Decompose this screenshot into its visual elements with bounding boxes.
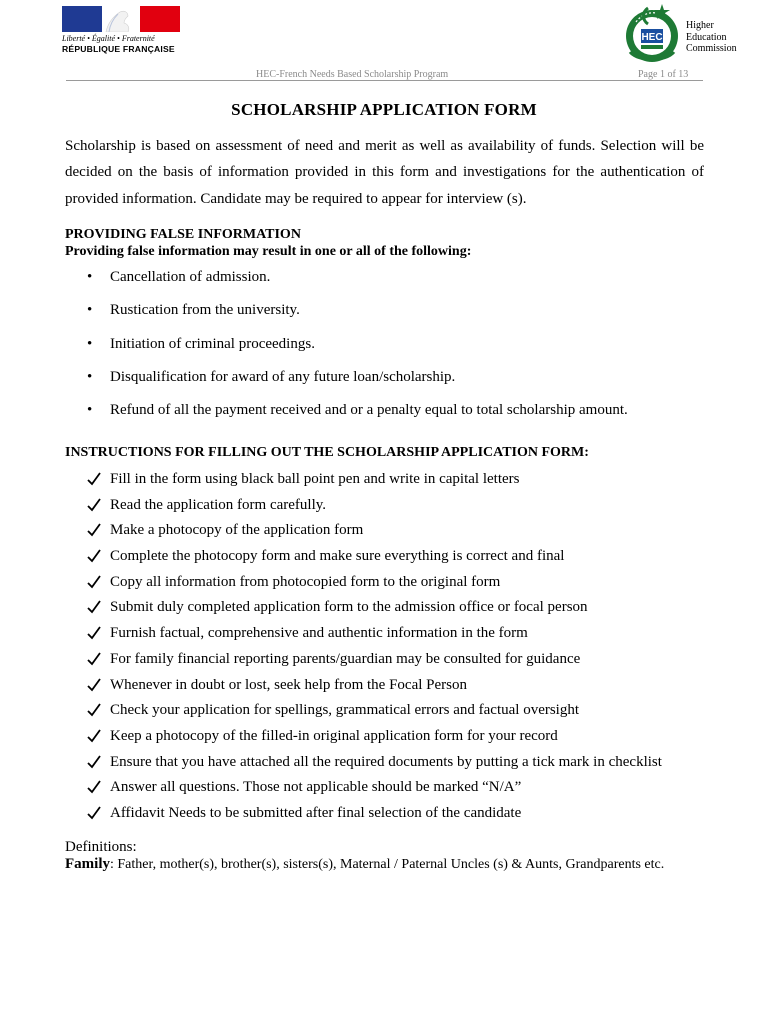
- hec-line: Education: [686, 31, 727, 43]
- false-info-subheading: Providing false information may result in one or all of the following:: [65, 244, 472, 259]
- checkmark-icon: [87, 549, 101, 563]
- list-item: Answer all questions. Those not applicable should be marked “N/A”: [110, 779, 522, 795]
- list-item: For family financial reporting parents/guardian may be consulted for guidance: [110, 651, 581, 667]
- checkmark-icon: [87, 600, 101, 614]
- hec-line: Higher: [686, 20, 714, 31]
- definitions-label: Definitions:: [65, 839, 137, 855]
- checkmark-icon: [87, 626, 101, 640]
- bullet-icon: •: [87, 369, 93, 385]
- definition-family: [65, 856, 664, 873]
- checkmark-icon: [87, 806, 101, 820]
- bullet-icon: •: [87, 302, 93, 318]
- bullet-icon: •: [87, 269, 93, 285]
- rf-name: RÉPUBLIQUE FRANÇAISE: [62, 44, 175, 54]
- list-item: Disqualification for award of any future loan/scholarship.: [110, 369, 456, 385]
- french-flag-icon: [62, 6, 180, 32]
- page-number: Page 1 of 13: [638, 69, 689, 80]
- instructions-heading: INSTRUCTIONS FOR FILLING OUT THE SCHOLARSHIP APPLICATION FORM:: [65, 445, 589, 460]
- list-item: Affidavit Needs to be submitted after final selection of the candidate: [110, 805, 522, 821]
- running-header-title: HEC-French Needs Based Scholarship Program: [256, 69, 449, 80]
- checkmark-icon: [87, 472, 101, 486]
- list-item: Complete the photocopy form and make sure everything is correct and final: [110, 548, 565, 564]
- rf-motto: Liberté • Égalité • Fraternité: [62, 34, 155, 43]
- hec-logo: [622, 2, 682, 68]
- definition-text: : Father, mother(s), brother(s), sisters(s), Maternal / Paternal Uncles (s) & Aunts, Grandparents etc.: [110, 857, 665, 872]
- bullet-icon: •: [87, 336, 93, 352]
- list-item: Read the application form carefully.: [110, 497, 327, 513]
- header-rule: [66, 80, 703, 81]
- list-item: Initiation of criminal proceedings.: [110, 336, 315, 352]
- definition-term: Family: [65, 856, 110, 872]
- list-item: Check your application for spellings, grammatical errors and factual oversight: [110, 702, 580, 718]
- list-item: Furnish factual, comprehensive and authentic information in the form: [110, 625, 528, 641]
- checkmark-icon: [87, 652, 101, 666]
- list-item: Keep a photocopy of the filled-in original application form for your record: [110, 728, 558, 744]
- list-item: Rustication from the university.: [110, 302, 300, 318]
- false-info-heading: PROVIDING FALSE INFORMATION: [65, 227, 301, 242]
- checkmark-icon: [87, 678, 101, 692]
- checkmark-icon: [87, 755, 101, 769]
- checkmark-icon: [87, 780, 101, 794]
- list-item: Cancellation of admission.: [110, 269, 271, 285]
- list-item: Copy all information from photocopied form to the original form: [110, 574, 501, 590]
- page-title: SCHOLARSHIP APPLICATION FORM: [231, 100, 537, 119]
- list-item: Submit duly completed application form to the admission office or focal person: [110, 599, 588, 615]
- checkmark-icon: [87, 703, 101, 717]
- hec-mark: HEC: [641, 32, 663, 43]
- republique-francaise-logo: [62, 6, 182, 58]
- checkmark-icon: [87, 523, 101, 537]
- list-item: Ensure that you have attached all the required documents by putting a tick mark in checklist: [110, 754, 662, 770]
- checkmark-icon: [87, 498, 101, 512]
- checkmark-icon: [87, 575, 101, 589]
- hec-name: [686, 20, 737, 55]
- intro-paragraph: Scholarship is based on assessment of need and merit as well as availability of funds. Selection will be decided on the basis of information provided in this form and investigations for the authentication of provided information. Candidate may be required to appear for interview (s).: [65, 138, 704, 207]
- bullet-icon: •: [87, 402, 93, 418]
- list-item: Whenever in doubt or lost, seek help from the Focal Person: [110, 677, 467, 693]
- hec-line: Commission: [686, 43, 737, 54]
- list-item: Fill in the form using black ball point pen and write in capital letters: [110, 471, 520, 487]
- list-item: Refund of all the payment received and or a penalty equal to total scholarship amount.: [110, 402, 628, 418]
- checkmark-icon: [87, 729, 101, 743]
- list-item: Make a photocopy of the application form: [110, 522, 364, 538]
